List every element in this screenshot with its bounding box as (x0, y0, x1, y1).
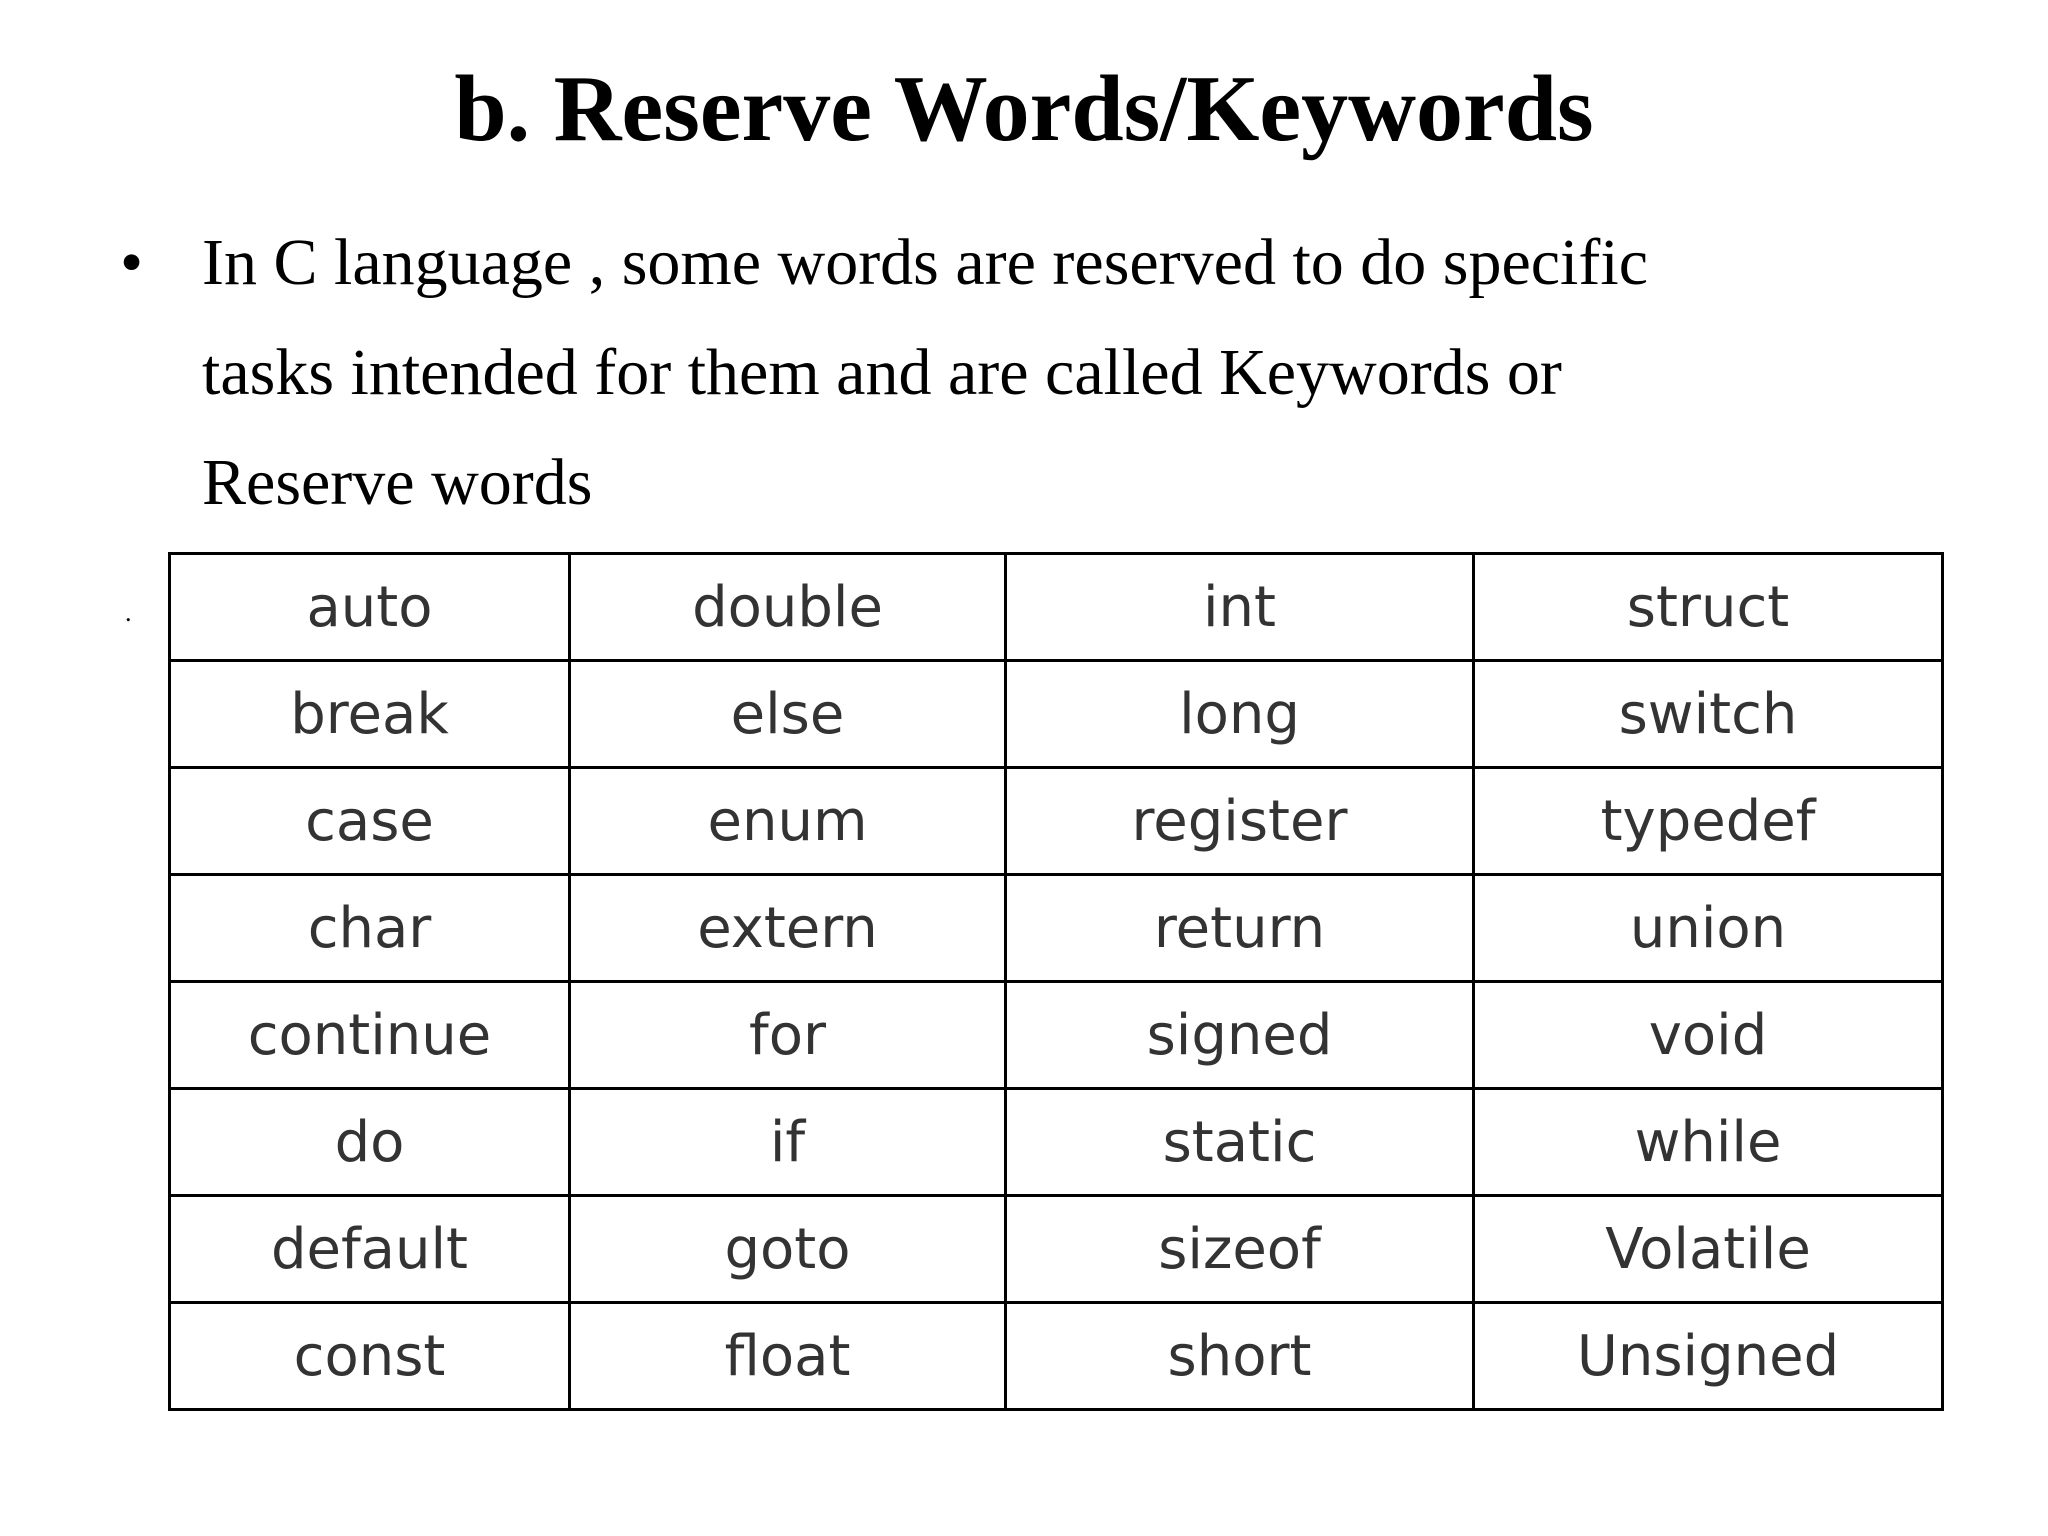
keyword-cell: short (1006, 1303, 1474, 1410)
keyword-cell: enum (570, 768, 1006, 875)
keyword-cell: break (170, 661, 570, 768)
keyword-cell: signed (1006, 982, 1474, 1089)
keyword-cell: char (170, 875, 570, 982)
bullet-icon: • (120, 226, 144, 299)
keyword-cell: case (170, 768, 570, 875)
keyword-cell: else (570, 661, 1006, 768)
keyword-cell: typedef (1474, 768, 1943, 875)
keyword-cell: extern (570, 875, 1006, 982)
table-row (170, 1303, 1943, 1410)
keyword-cell: Volatile (1474, 1196, 1943, 1303)
table-row (170, 875, 1943, 982)
keyword-cell: return (1006, 875, 1474, 982)
keyword-cell: double (570, 554, 1006, 661)
keyword-cell: float (570, 1303, 1006, 1410)
table-row (170, 1089, 1943, 1196)
bullet-line: Reserve words (202, 446, 593, 519)
keyword-cell: union (1474, 875, 1943, 982)
bullet-text (202, 208, 1922, 538)
keyword-cell: goto (570, 1196, 1006, 1303)
keyword-cell: long (1006, 661, 1474, 768)
table-row (170, 554, 1943, 661)
keyword-cell: default (170, 1196, 570, 1303)
table-row (170, 768, 1943, 875)
keyword-cell: while (1474, 1089, 1943, 1196)
table-row (170, 982, 1943, 1089)
bullet-line: In C language , some words are reserved to do specific (202, 226, 1649, 299)
table-row (170, 661, 1943, 768)
keyword-cell: const (170, 1303, 570, 1410)
table-row (170, 1196, 1943, 1303)
keyword-cell: if (570, 1089, 1006, 1196)
keyword-cell: register (1006, 768, 1474, 875)
keyword-cell: sizeof (1006, 1196, 1474, 1303)
keyword-cell: auto (170, 554, 570, 661)
slide-title: b. Reserve Words/Keywords (454, 57, 1594, 161)
keyword-cell: switch (1474, 661, 1943, 768)
keyword-cell: struct (1474, 554, 1943, 661)
keyword-cell: static (1006, 1089, 1474, 1196)
keyword-cell: for (570, 982, 1006, 1089)
keyword-table (168, 552, 1944, 1411)
keyword-cell: do (170, 1089, 570, 1196)
stray-dot: . (125, 598, 132, 627)
keyword-cell: continue (170, 982, 570, 1089)
keyword-cell: Unsigned (1474, 1303, 1943, 1410)
keyword-cell: void (1474, 982, 1943, 1089)
keyword-cell: int (1006, 554, 1474, 661)
bullet-line: tasks intended for them and are called Keywords or (202, 336, 1562, 409)
